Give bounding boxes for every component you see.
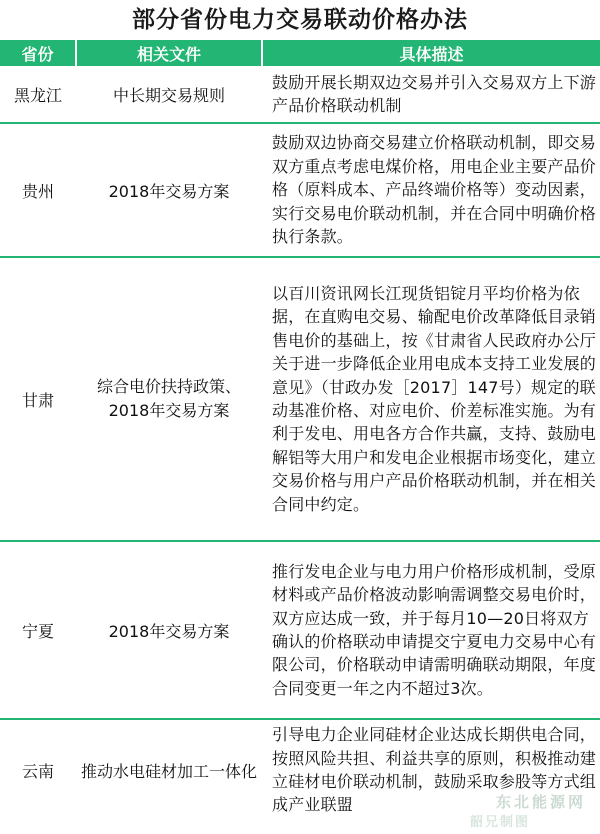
table-row: [0, 66, 600, 123]
cell-province: 云南: [21, 761, 54, 781]
cell-document: 中长期交易规则: [76, 66, 262, 123]
header-document: 相关文件: [76, 40, 262, 66]
cell-document: 推动水电硅材加工一体化: [80, 761, 257, 781]
page-title: 部分省份电力交易联动价格办法: [132, 7, 468, 33]
cell-description: 鼓励开展长期双边交易并引入交易双方上下游产品价格联动机制: [262, 66, 600, 123]
header-description: 具体描述: [262, 40, 600, 66]
table-row: [0, 541, 600, 719]
cell-province: 宁夏: [0, 541, 76, 719]
table-header-row: [0, 40, 600, 66]
table-row: [0, 257, 600, 541]
cell-description: 以百川资讯网长江现货铝锭月平均价格为依据，在直购电交易、输配电价改革降低目录销售电价的基础上，按《甘肃省人民政府办公厅关于进一步降低企业用电成本支持工业发展的意见》（甘政办发［2017］147号）规定的联动基准价格、对应电价、价差标准实施。为有利于发电、用电各方合作共赢，支持、鼓励电解铝等大用户和发电企业根据市场变化，建立交易价格与用户产品价格联动机制，并在相关合同中约定。: [262, 257, 600, 541]
cell-document: 2018年交易方案: [76, 123, 262, 257]
watermark-sub: 韶兄制图: [469, 815, 530, 830]
cell-document: 综合电价扶持政策、2018年交易方案: [76, 257, 262, 541]
policy-table: [0, 40, 600, 820]
cell-province: 贵州: [0, 123, 76, 257]
cell-description: 鼓励双边协商交易建立价格联动机制，即交易双方重点考虑电煤价格，用电企业主要产品价格（原料成本、产品终端价格等）变动因素，实行交易电价联动机制，并在合同中明确价格执行条款。: [262, 123, 600, 257]
header-province: 省份: [0, 40, 76, 66]
cell-province: 甘肃: [0, 257, 76, 541]
cell-province: 黑龙江: [0, 66, 76, 123]
cell-document: 2018年交易方案: [76, 541, 262, 719]
cell-description: 引导电力企业同硅材企业达成长期供电合同，按照风险共担、利益共享的原则，积极推动建立硅材电价联动机制，鼓励采取参股等方式组成产业联盟: [272, 725, 597, 815]
table-row: [0, 123, 600, 257]
cell-description: 推行发电企业与电力用户价格形成机制，受原材料或产品价格波动影响需调整交易电价时，双方应达成一致，并于每月10—20日将双方确认的价格联动申请提交宁夏电力交易中心有限公司，价格联动申请需明确联动期限，年度合同变更一年之内不超过3次。: [262, 541, 600, 719]
watermark: 东北能源网: [495, 793, 586, 811]
